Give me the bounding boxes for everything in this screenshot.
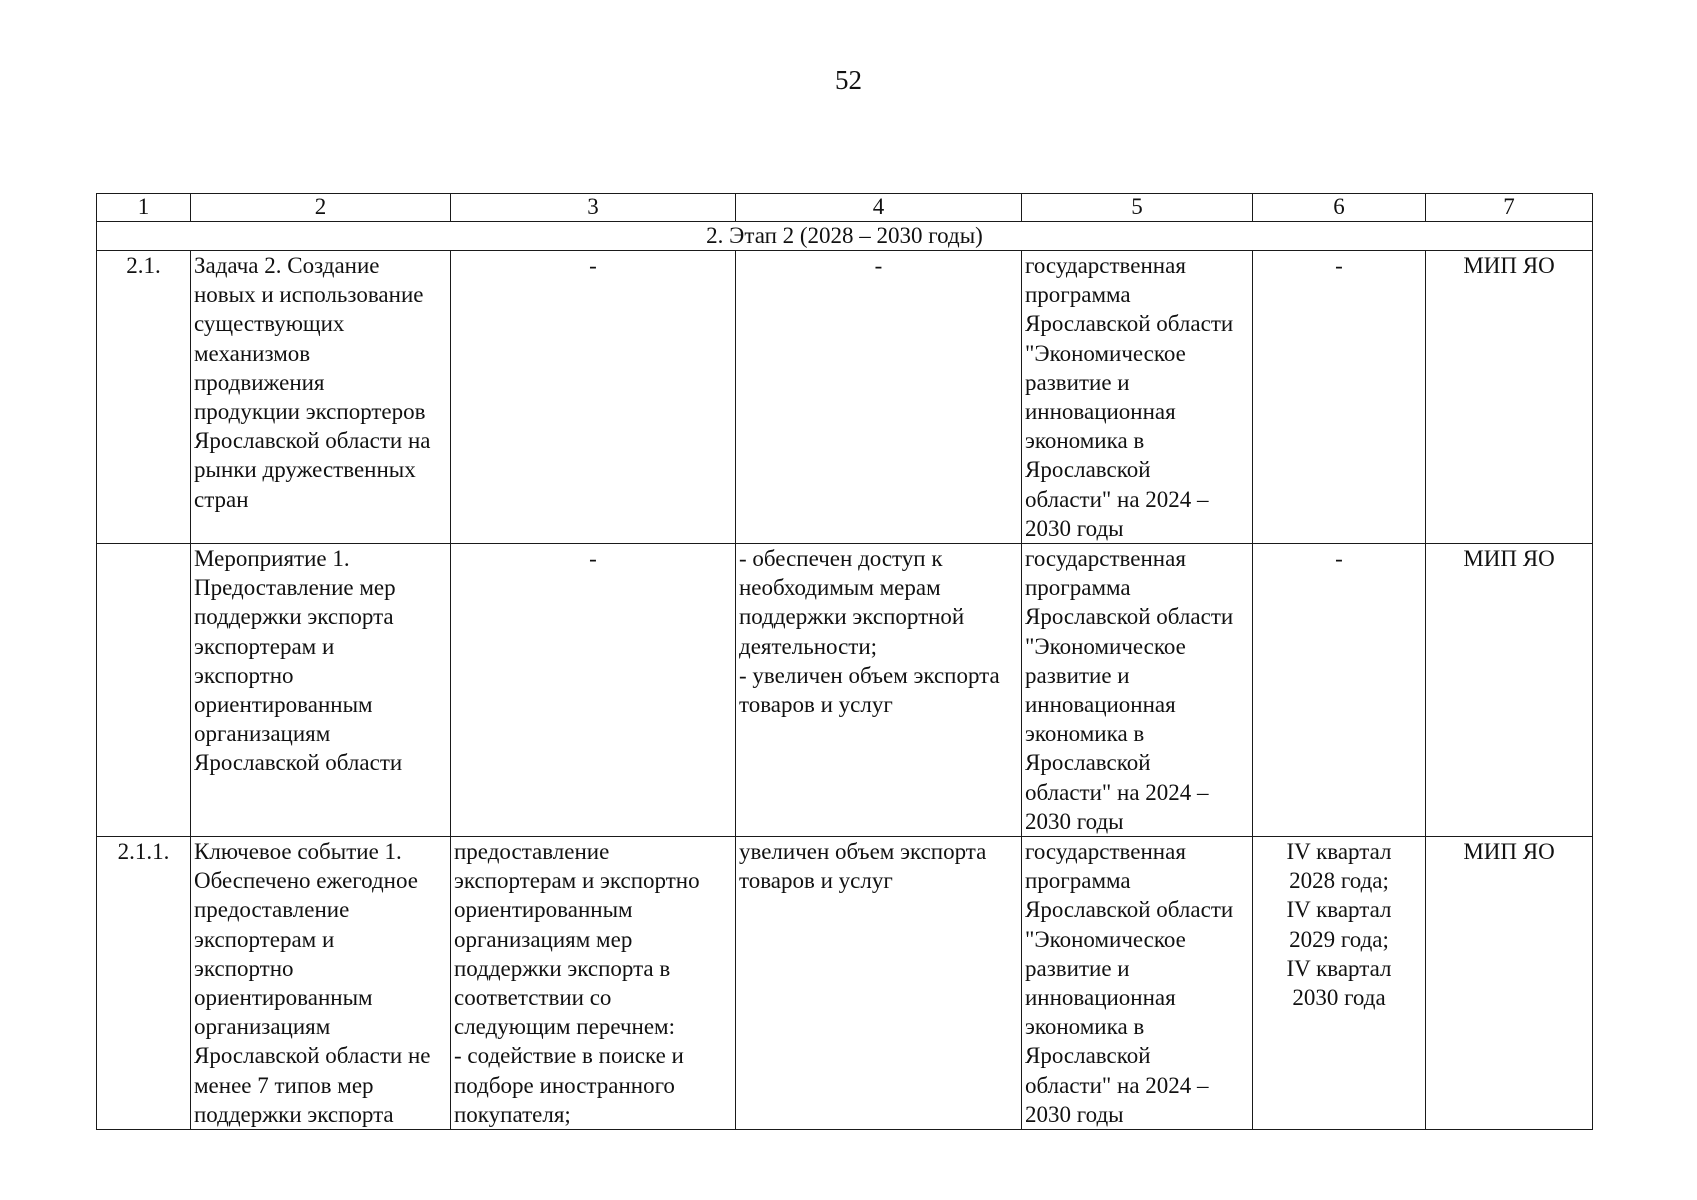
column-number-header: 7 [1426,194,1593,222]
measures-table [96,193,1593,1130]
executor-cell: МИП ЯО [1426,837,1593,1130]
row-number-cell [97,544,191,837]
program-cell: государственная программа Ярославской области "Экономическое развитие и инновационная экономика в Ярославской области" на 2024 – 2030 годы [1022,251,1253,544]
column-number-header: 5 [1022,194,1253,222]
row-number-cell: 2.1. [97,251,191,544]
description-cell: - [451,251,736,544]
column-number-header: 4 [736,194,1022,222]
deadline-cell: - [1253,251,1426,544]
deadline-cell: IV квартал 2028 года; IV квартал 2029 года; IV квартал 2030 года [1253,837,1426,1130]
stage-row [97,222,1593,251]
program-cell: государственная программа Ярославской области "Экономическое развитие и инновационная экономика в Ярославской области" на 2024 – 2030 годы [1022,544,1253,837]
executor-cell: МИП ЯО [1426,251,1593,544]
stage-title: 2. Этап 2 (2028 – 2030 годы) [97,222,1593,251]
row-number-cell: 2.1.1. [97,837,191,1130]
description-cell: предоставление экспортерам и экспортно ориентированным организациям мер поддержки экспорта в соответствии со следующим перечнем: - содействие в поиске и подборе иностранного покупателя; [451,837,736,1130]
table-row [97,251,1593,544]
executor-cell: МИП ЯО [1426,544,1593,837]
page-number: 52 [835,65,862,95]
column-number-header: 3 [451,194,736,222]
task-name-cell: Задача 2. Создание новых и использование существующих механизмов продвижения продукции экспортеров Ярославской области на рынки дружественных стран [191,251,451,544]
column-number-header: 6 [1253,194,1426,222]
table-row [97,837,1593,1130]
program-cell: государственная программа Ярославской области "Экономическое развитие и инновационная экономика в Ярославской области" на 2024 – 2030 годы [1022,837,1253,1130]
task-name-cell: Ключевое событие 1. Обеспечено ежегодное предоставление экспортерам и экспортно ориентированным организациям Ярославской области не менее 7 типов мер поддержки экспорта [191,837,451,1130]
column-number-header: 2 [191,194,451,222]
result-cell: увеличен объем экспорта товаров и услуг [736,837,1022,1130]
column-number-row [97,194,1593,222]
result-cell: - [736,251,1022,544]
table-row [97,544,1593,837]
result-cell: - обеспечен доступ к необходимым мерам поддержки экспортной деятельности; - увеличен объем экспорта товаров и услуг [736,544,1022,837]
deadline-cell: - [1253,544,1426,837]
column-number-header: 1 [97,194,191,222]
description-cell: - [451,544,736,837]
task-name-cell: Мероприятие 1. Предоставление мер поддержки экспорта экспортерам и экспортно ориентированным организациям Ярославской области [191,544,451,837]
